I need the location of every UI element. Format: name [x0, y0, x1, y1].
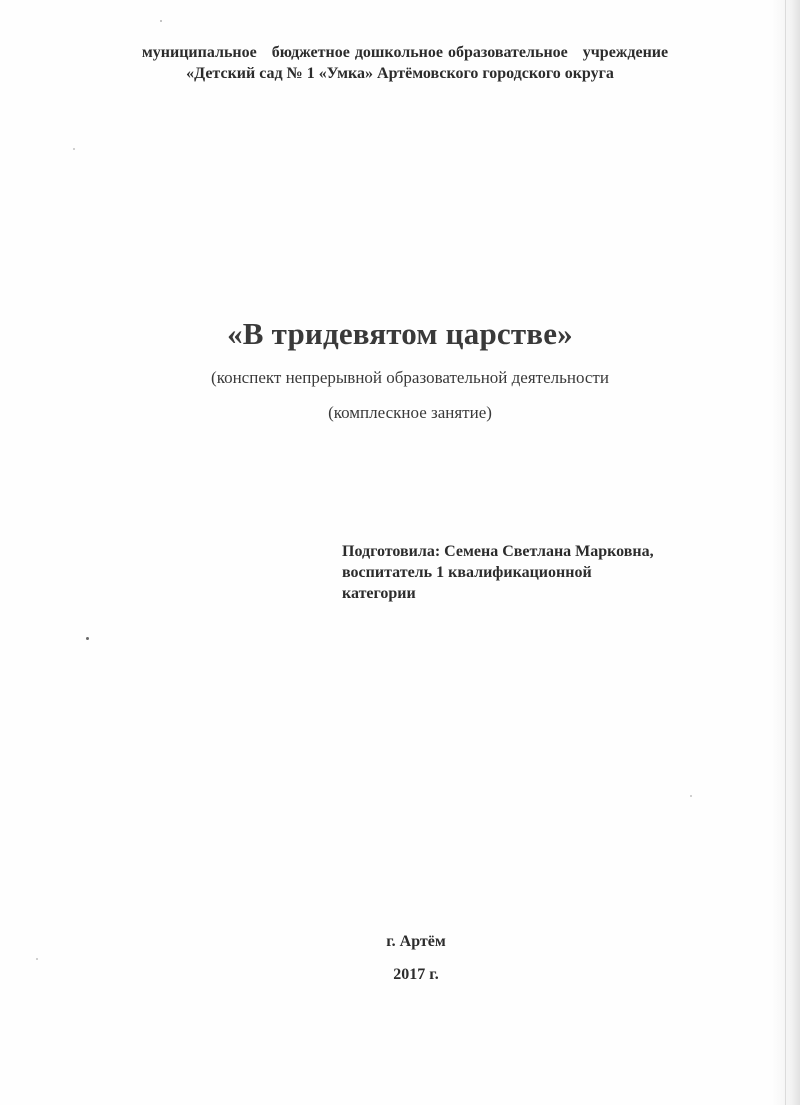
city: г. Артём: [386, 933, 446, 950]
institution-name-line2: «Детский сад № 1 «Умка» Артёмовского городского округа: [186, 65, 614, 82]
author-line3: категории: [342, 585, 416, 602]
scan-speck: [160, 20, 162, 22]
scan-speck: [86, 637, 89, 640]
document-subtitle-line1: (конспект непрерывной образовательной деятельности: [211, 368, 609, 387]
author-line1: Подготовила: Семена Светлана Марковна,: [342, 543, 654, 560]
document-subtitle-line2: (комплескное занятие): [328, 403, 492, 422]
institution-name-line1: муниципальное бюджетное дошкольное образовательное учреждение: [141, 44, 669, 61]
scan-speck: [73, 148, 75, 150]
author-line2: воспитатель 1 квалификационной: [342, 564, 592, 581]
document-title: «В тридевятом царстве»: [227, 316, 573, 351]
institution-header: [0, 42, 800, 84]
author-block: [342, 541, 762, 604]
scan-speck: [36, 958, 38, 960]
year: 2017 г.: [393, 966, 439, 983]
scan-speck: [690, 795, 692, 797]
